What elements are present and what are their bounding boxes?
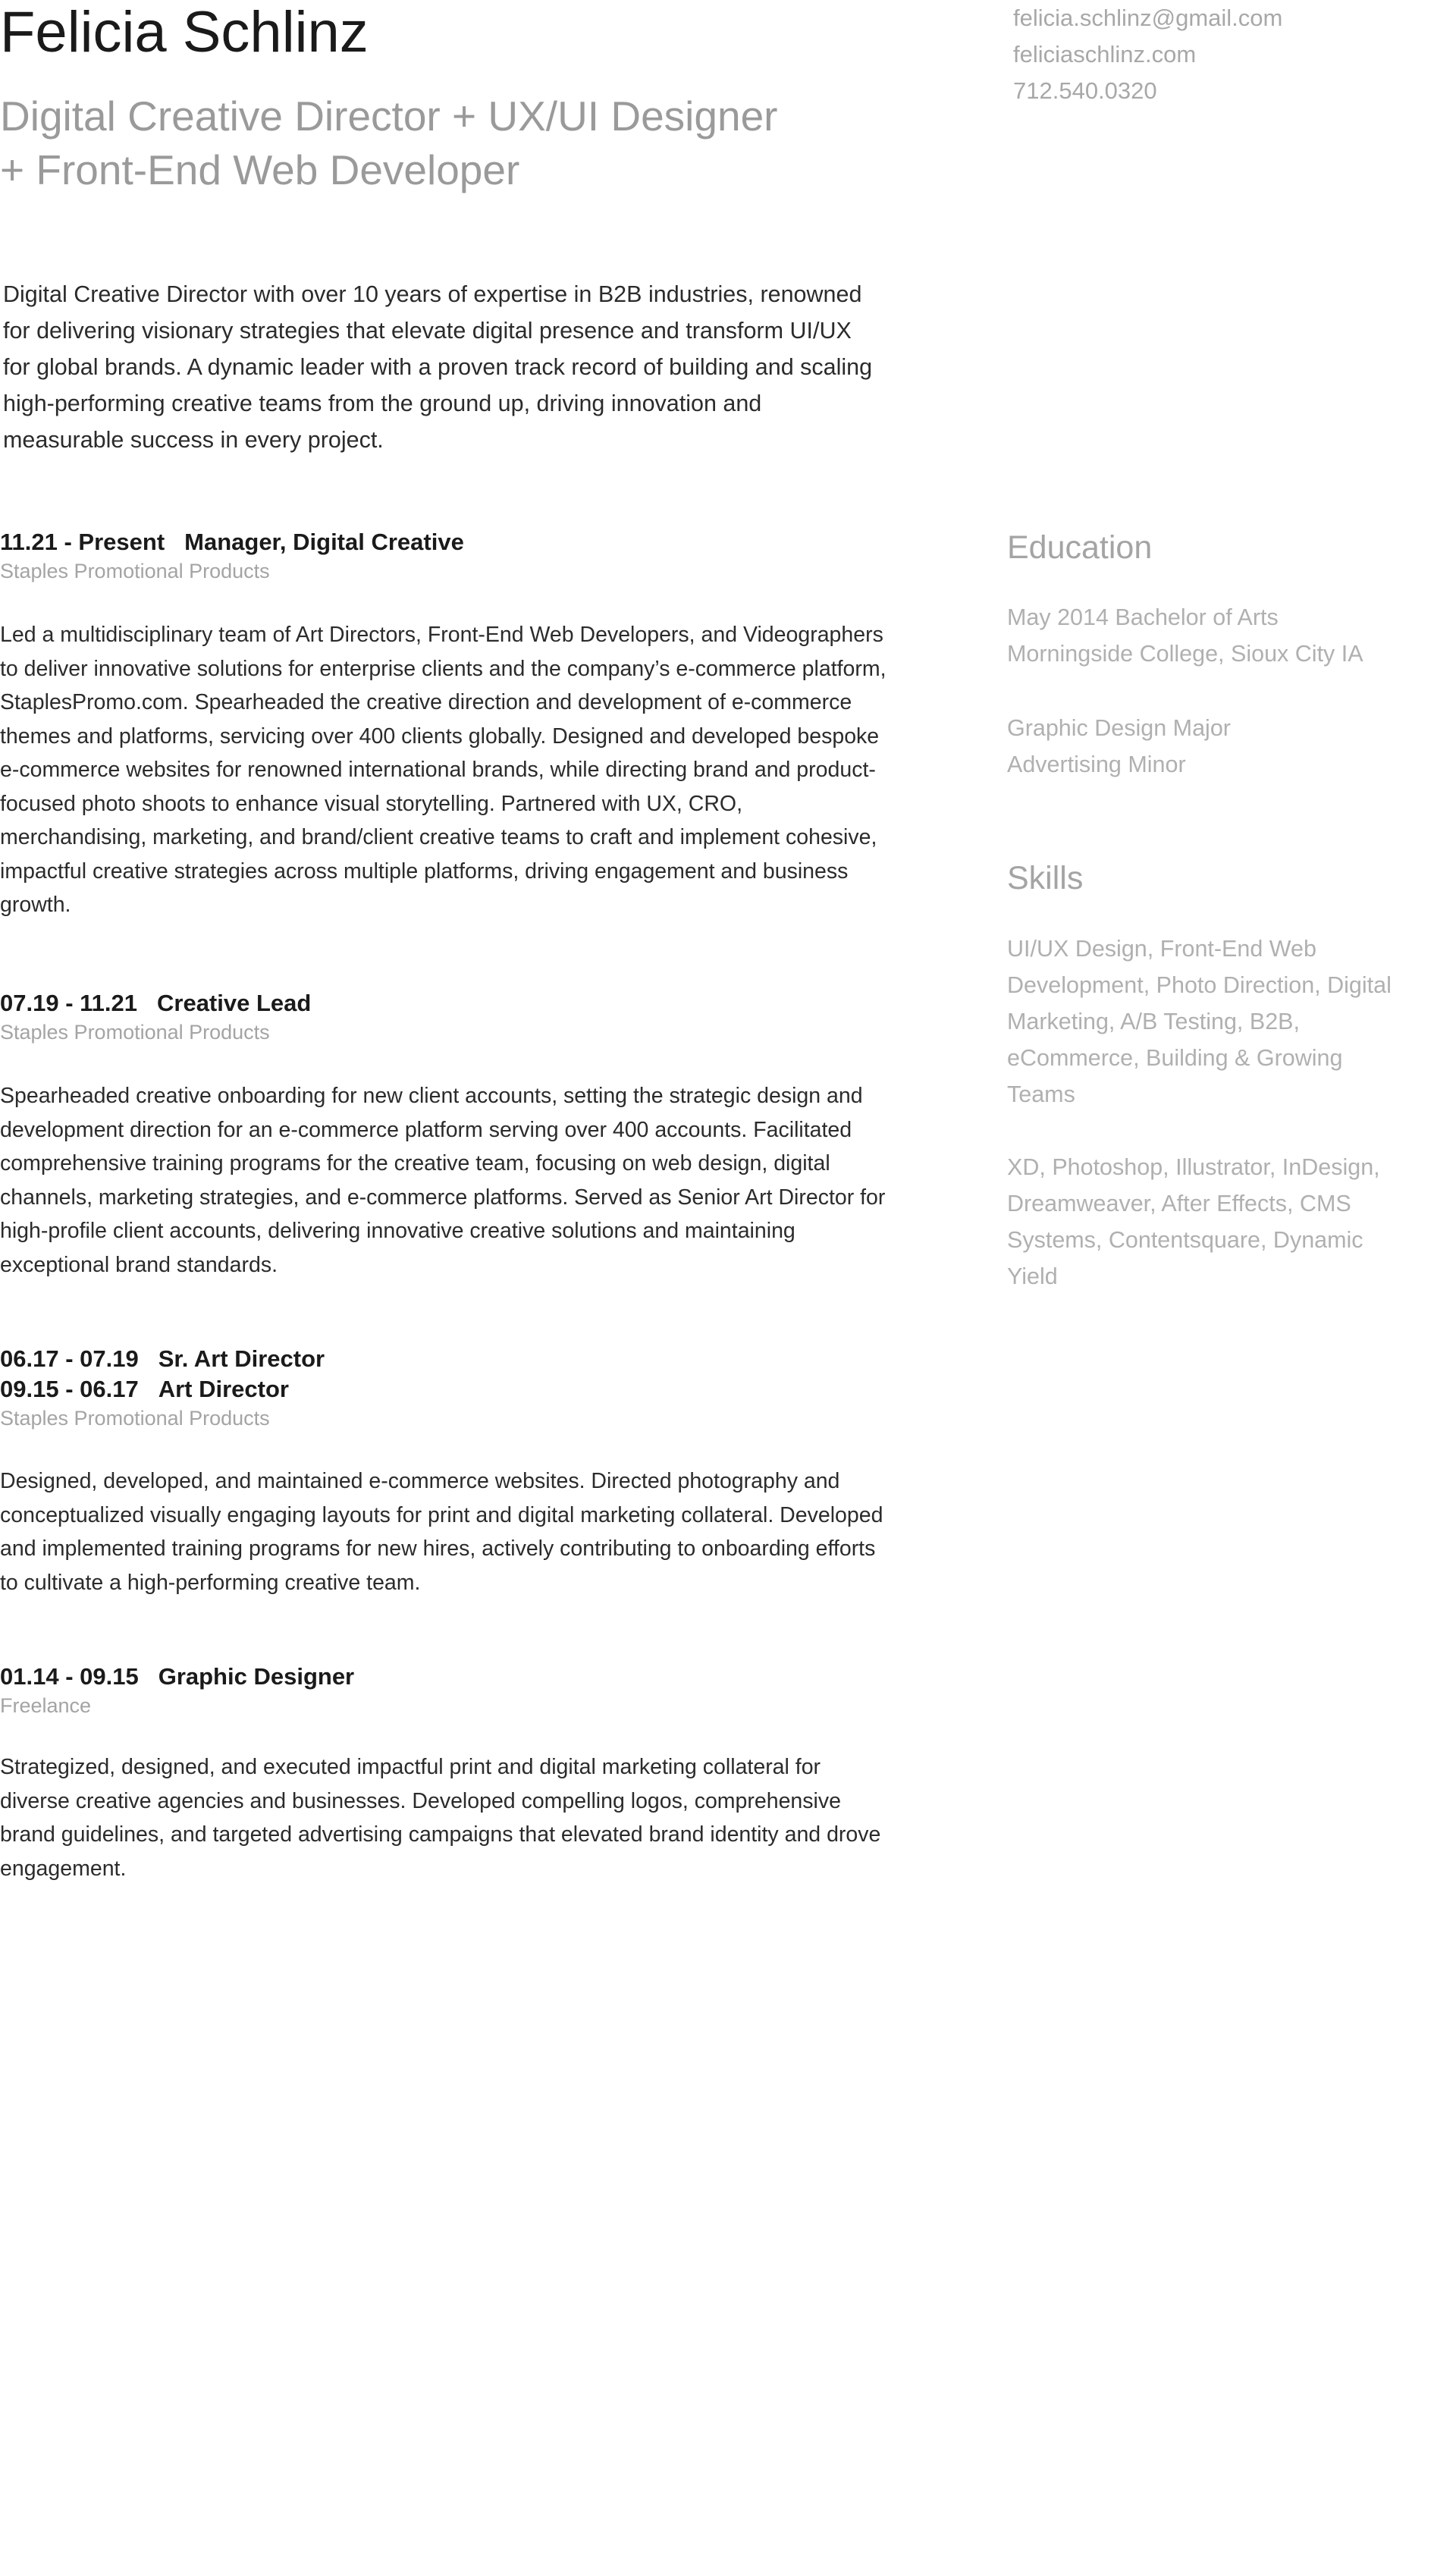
skills-list: UI/UX Design, Front-End Web Development, Photo Direction, Digital Marketing, A/B Testing, B2B, eCommerce, Building & Growing Teams bbox=[1007, 936, 1392, 1107]
skills-heading: Skills bbox=[1007, 860, 1084, 896]
degree-line: May 2014 Bachelor of Arts bbox=[1007, 604, 1279, 630]
school-line: Morningside College, Sioux City IA bbox=[1007, 641, 1363, 667]
tools-list: XD, Photoshop, Illustrator, InDesign, Dreamweaver, After Effects, CMS Systems, Contentsquare, Dynamic Yield bbox=[1007, 1154, 1380, 1289]
job-description: Designed, developed, and maintained e-commerce websites. Directed photography and conceptualized visually engaging layouts for print and digital marketing collateral. Developed and implemented training programs for new hires, actively contributing to onboarding efforts to cultivate a high-performing creative team. bbox=[0, 1469, 883, 1595]
job-company: Freelance bbox=[0, 1694, 92, 1717]
education-degree bbox=[1007, 599, 1401, 672]
job-dates: 01.14 - 09.15 bbox=[0, 1663, 139, 1690]
professional-title bbox=[0, 89, 910, 197]
summary-paragraph: Digital Creative Director with over 10 years of expertise in B2B industries, renowned for delivering visionary strategies that elevate digital presence and transform UI/UX for global brands. A dynamic leader with a proven track record of building and scaling high-performing creative teams from the ground up, driving innovation and measurable success in every project. bbox=[3, 281, 873, 453]
contact-email[interactable]: felicia.schlinz@gmail.com bbox=[1013, 5, 1283, 31]
job-heading-creative-lead bbox=[0, 987, 311, 1019]
job-dates: 07.19 - 11.21 bbox=[0, 990, 137, 1016]
education-heading: Education bbox=[1007, 529, 1153, 566]
candidate-name: Felicia Schlinz bbox=[0, 0, 369, 64]
job-dates: 11.21 - Present bbox=[0, 529, 165, 555]
job-company: Staples Promotional Products bbox=[0, 1407, 270, 1430]
job-company: Staples Promotional Products bbox=[0, 1021, 270, 1044]
job-role: Creative Lead bbox=[157, 990, 312, 1016]
job-heading-sr-art-director bbox=[0, 1343, 325, 1374]
job-dates: 06.17 - 07.19 bbox=[0, 1345, 139, 1372]
job-dates: 09.15 - 06.17 bbox=[0, 1376, 139, 1402]
major-line: Graphic Design Major bbox=[1007, 715, 1231, 741]
contact-info bbox=[1013, 0, 1282, 109]
job-description: Spearheaded creative onboarding for new client accounts, setting the strategic design and development direction for an e-commerce platform serving over 400 accounts. Facilitated comprehensive training programs for the creative team, focusing on web design, digital channels, marketing strategies, and e-commerce platforms. Served as Senior Art Director for high-profile client accounts, delivering innovative creative solutions and maintaining exceptional brand standards. bbox=[0, 1084, 886, 1277]
education-major-minor bbox=[1007, 710, 1401, 783]
contact-phone: 712.540.0320 bbox=[1013, 77, 1157, 104]
minor-line: Advertising Minor bbox=[1007, 752, 1186, 777]
job-description: Led a multidisciplinary team of Art Directors, Front-End Web Developers, and Videographers to deliver innovative solutions for enterprise clients and the company’s e-commerce platform, StaplesPromo.com. Spearheaded the creative direction and development of e-commerce themes and platforms, servicing over 400 clients globally. Designed and developed bespoke e-commerce websites for renowned international brands, while directing brand and product-focused photo shoots to enhance visual storytelling. Partnered with UX, CRO, merchandising, marketing, and brand/client creative teams to craft and implement cohesive, impactful creative strategies across multiple platforms, driving engagement and business growth. bbox=[0, 623, 886, 917]
title-line-1: Digital Creative Director + UX/UI Designer bbox=[0, 93, 778, 140]
job-heading-manager bbox=[0, 526, 464, 557]
job-company: Staples Promotional Products bbox=[0, 560, 270, 582]
job-heading-art-director bbox=[0, 1373, 289, 1405]
job-role: Art Director bbox=[158, 1376, 289, 1402]
job-role: Manager, Digital Creative bbox=[184, 529, 464, 555]
job-heading-graphic-designer bbox=[0, 1661, 354, 1692]
job-description: Strategized, designed, and executed impactful print and digital marketing collateral for diverse creative agencies and businesses. Developed compelling logos, comprehensive brand guidelines, and targeted advertising campaigns that elevated brand identity and drove engagement. bbox=[0, 1755, 881, 1881]
contact-website[interactable]: feliciaschlinz.com bbox=[1013, 41, 1197, 67]
job-role: Sr. Art Director bbox=[158, 1345, 325, 1372]
job-role: Graphic Designer bbox=[158, 1663, 355, 1690]
title-line-2: + Front-End Web Developer bbox=[0, 146, 520, 193]
